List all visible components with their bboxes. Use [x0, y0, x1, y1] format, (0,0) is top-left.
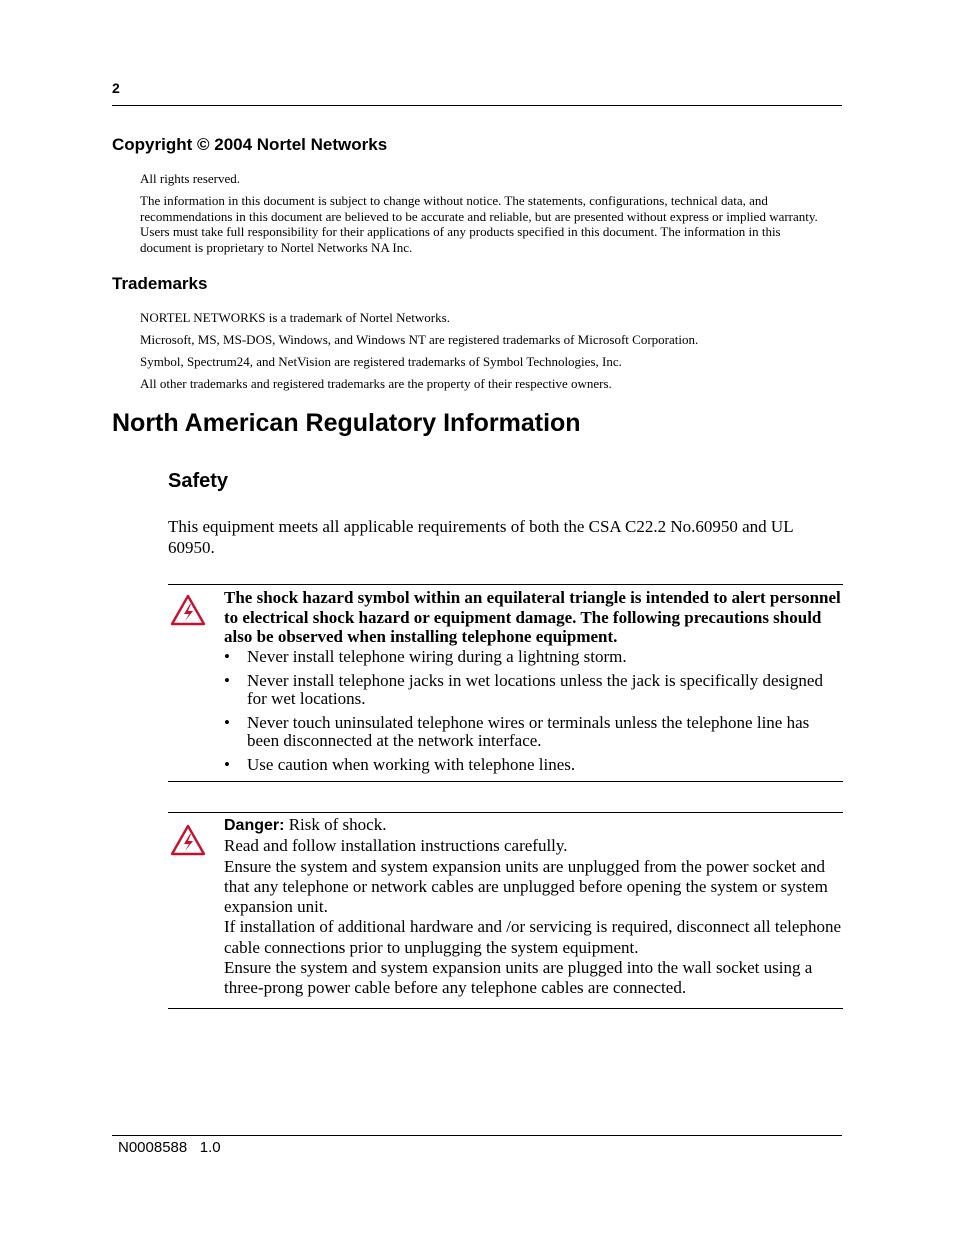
trademark-item: All other trademarks and registered trademarks are the property of their respective owners.	[140, 376, 612, 391]
header-divider	[112, 105, 842, 106]
safety-heading: Safety	[168, 470, 229, 492]
bullet-icon: •	[224, 712, 230, 732]
danger-bottom-rule	[168, 1008, 843, 1009]
safety-intro: This equipment meets all applicable requirements of both the CSA C22.2 No.60950 and UL 60950.	[168, 517, 793, 557]
danger-notice	[224, 815, 842, 999]
warning-top-rule	[168, 584, 843, 585]
trademarks-heading: Trademarks	[112, 274, 208, 293]
document-number: N0008588 1.0	[118, 1139, 221, 1156]
shock-hazard-icon	[170, 594, 206, 626]
list-item: • Never install telephone wiring during a lightning storm.	[224, 647, 627, 666]
trademark-item: Microsoft, MS, MS-DOS, Windows, and Windows NT are registered trademarks of Microsoft Corporation.	[140, 332, 699, 347]
shock-warning-lead: The shock hazard symbol within an equilateral triangle is intended to alert personnel to electrical shock hazard or equipment damage. The following precautions should also be observed when installing telephone equipment.	[224, 588, 841, 646]
list-item: • Use caution when working with telephone lines.	[224, 754, 576, 774]
danger-label: Danger:	[224, 817, 285, 834]
danger-line: If installation of additional hardware and /or servicing is required, disconnect all telephone cable connections prior to unplugging the system equipment.	[224, 917, 841, 957]
precaution-list	[224, 648, 842, 779]
bullet-icon: •	[224, 647, 230, 666]
list-item: • Never touch uninsulated telephone wires or terminals unless the telephone line has been disconnected at the network interface.	[224, 712, 810, 750]
list-item: • Never install telephone jacks in wet locations unless the jack is specifically designed for wet locations.	[224, 670, 823, 708]
disclaimer-text: The information in this document is subject to change without notice. The statements, configurations, technical data, and recommendations in this document are believed to be accurate and reliable, but are presented without express or implied warranty. Users must take full responsibility for their applications of any products specified in this document. The information in this document is proprietary to Nortel Networks NA Inc.	[140, 193, 818, 255]
page-number: 2	[112, 80, 120, 96]
footer-divider	[112, 1135, 842, 1136]
danger-line: Read and follow installation instructions carefully.	[224, 836, 568, 856]
bullet-icon: •	[224, 754, 230, 774]
danger-line: Ensure the system and system expansion units are unplugged from the power socket and that any telephone or network cables are unplugged before opening the system or system expansion unit.	[224, 856, 828, 917]
warning-bottom-rule	[168, 781, 843, 782]
trademark-item: NORTEL NETWORKS is a trademark of Nortel Networks.	[140, 310, 450, 325]
regulatory-heading: North American Regulatory Information	[112, 409, 581, 437]
danger-summary	[224, 815, 842, 836]
danger-line: Ensure the system and system expansion units are plugged into the wall socket using a three-prong power cable before any telephone cables are connected.	[224, 958, 813, 998]
trademark-item: Symbol, Spectrum24, and NetVision are registered trademarks of Symbol Technologies, Inc.	[140, 354, 622, 369]
shock-hazard-icon	[170, 824, 206, 856]
copyright-heading: Copyright © 2004 Nortel Networks	[112, 135, 388, 154]
bullet-icon: •	[224, 670, 230, 690]
rights-text: All rights reserved.	[140, 171, 241, 186]
danger-summary-text: Risk of shock.	[284, 815, 387, 834]
danger-top-rule	[168, 812, 843, 813]
